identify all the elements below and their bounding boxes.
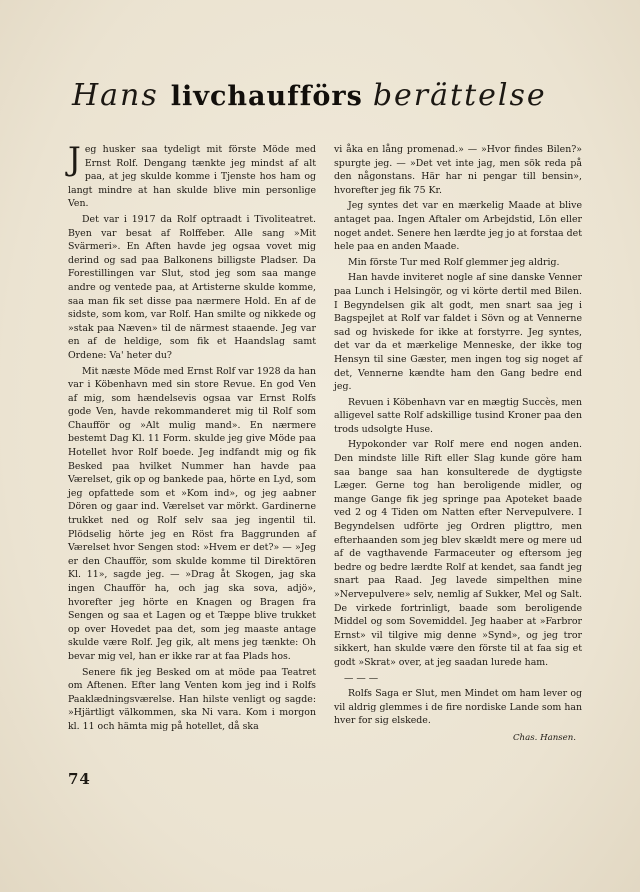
paragraph-text: eg husker saa tydeligt mit förste Möde med Ernst Rolf. Dengang tænkte jeg mindst af alt paa, at jeg skulde komme i Tjenste hos ham og langt mindre at han skulde blive min personlige Ven. <box>68 144 316 210</box>
paragraph: vi åka en lång promenad.» — »Hvor findes Bilen?» spurgte jeg. — »Det vet inte jag, men sök reda på den någonstans. Här har ni pengar till bensin», hvorefter jeg fik 75 Kr. <box>334 144 582 196</box>
page-number: 74 <box>68 770 91 788</box>
closing-paragraph: Rolfs Saga er Slut, men Mindet om ham lever og vil aldrig glemmes i de fire nordiske Lande som han hver for sig elskede. <box>334 688 582 727</box>
paragraph: Mit næste Möde med Ernst Rolf var 1928 da han var i Köbenhavn med sin store Revue. En god Ven af mig, som hændelsevis ogsaa var Ernst Rolfs gode Ven, havde rekommanderet mig til Rolf som Chaufför og »Alt mulig mand». En nærmere bestemt Dag Kl. 11 Form. skulde jeg give Möde paa Hotellet hvor Rolf boede. Jeg indfandt mig og fik Besked paa hvilket Nummer han havde paa Værelset, gik op og bankede paa, hörte en Lyd, som jeg opfattede som et »Kom ind», og jeg aabner Dören og gaar ind. Værelset var mörkt. Gardinerne trukket ned og Rolf selv saa jeg ingentil til. Plödselig hörte jeg en Röst fra Baggrunden af Værelset hvor Sengen stod: »Hvem er det?» — »Jeg er den Chaufför, som skulde komme til Direktören Kl. 11», sagde jeg. — »Drag åt Skogen, jag ska ingen Chaufför ha, och jag ska sova, adjö», hvorefter jeg hörte en Knagen og Bragen fra Sengen og saa et Lagen og et Tæppe blive trukket op over Hovedet paa det, som jeg maaste antage skulde være Rolf. Jeg gik, alt mens jeg tænkte: Oh bevar mig vel, han er ikke rar at faa Plads hos. <box>68 365 316 662</box>
section-separator: — — — <box>344 672 379 684</box>
paragraph <box>68 140 316 211</box>
paragraph: Revuen i Köbenhavn var en mægtig Succès, men alligevel satte Rolf adskillige tusind Kroner paa den trods udsolgte Huse. <box>334 396 582 435</box>
right-column <box>334 143 582 746</box>
paragraph: Jeg syntes det var en mærkelig Maade at blive antaget paa. Ingen Aftaler om Arbejdstid, Lön eller noget andet. Senere hen lærdte jeg jo at forstaa det hele paa en anden Maade. <box>334 200 582 253</box>
left-column <box>68 140 316 734</box>
paragraph: Min förste Tur med Rolf glemmer jeg aldrig. <box>348 256 560 268</box>
paragraph: Senere fik jeg Besked om at möde paa Teatret om Aftenen. Efter lang Venten kom jeg ind i Rolfs Paaklædningsværelse. Han hilste venligt og sagde: »Hjärtligt välkommen, ska Ni vara. Kom i morgon kl. 11 och hämta mig på hotellet, då ska <box>68 666 316 732</box>
title-prefix: Hans <box>72 78 159 113</box>
paragraph: Hypokonder var Rolf mere end nogen anden. Den mindste lille Rift eller Slag kunde göre ham saa bange saa han konsulterede de dygtigste Læger. Gerne tog han beroligende midler, og mange Gange fik jeg springe paa Apoteket baade ved 2 og 4 Tiden om Natten efter Nervepulvere. I Begyndelsen udförte jeg Ordren pligttro, men efterhaanden som jeg blev skældt mere og mere ud af de vagthavende Farmaceuter og eftersom jeg bedre og bedre lærdte Rolf at kendet, saa fandt jeg snart paa Raad. Jeg lavede simpelthen mine »Nervepulvere» selv, nemlig af Sukker, Mel og Salt. De virkede fortrinligt, baade som beroligende Middel og som Sovemiddel. Jeg haaber at »Farbror Ernst» vil tilgive mig denne »Synd», og jeg tror sikkert, han skulde være den förste til at faa sig et godt »Skrat» over, at jeg saadan lurede ham. <box>334 439 582 668</box>
title-suffix: berättelse <box>372 78 547 113</box>
author-signature: Chas. Hansen. <box>512 732 576 743</box>
title-main: livchaufförs <box>170 81 363 112</box>
article-title <box>72 78 572 122</box>
paragraph: Det var i 1917 da Rolf optraadt i Tivoliteatret. Byen var besat af Rolffeber. Alle sang »Mit Svärmeri». En Aften havde jeg ogsaa vovet mig derind og sad paa Balkonens billigste Pladser. Da Forestillingen var Slut, stod jeg som saa mange andre og ventede paa, at Artisterne skulde komme, saa man fik set disse paa nærmere Hold. En af de sidste, som kom, var Rolf. Han smilte og nikkede og »stak paa Næven» til de närmest staaende. Jeg var en af de heldige, som fik et Haandslag samt Ordene: Va' heter du? <box>68 213 316 361</box>
paragraph: Han havde inviteret nogle af sine danske Venner paa Lunch i Helsingör, og vi körte dertil med Bilen. I Begyndelsen gik alt godt, men snart saa jeg i Bagspejlet at Rolf var faldet i Sövn og at Vennerne sad og hviskede for ikke at forstyrre. Jeg syntes, det var da et mærkelige Menneske, der ikke tog Hensyn til sine Gæster, men ingen tog sig noget af det, Vennerne kændte ham den Gang bedre end jeg. <box>334 272 582 393</box>
drop-cap: J <box>68 140 81 178</box>
